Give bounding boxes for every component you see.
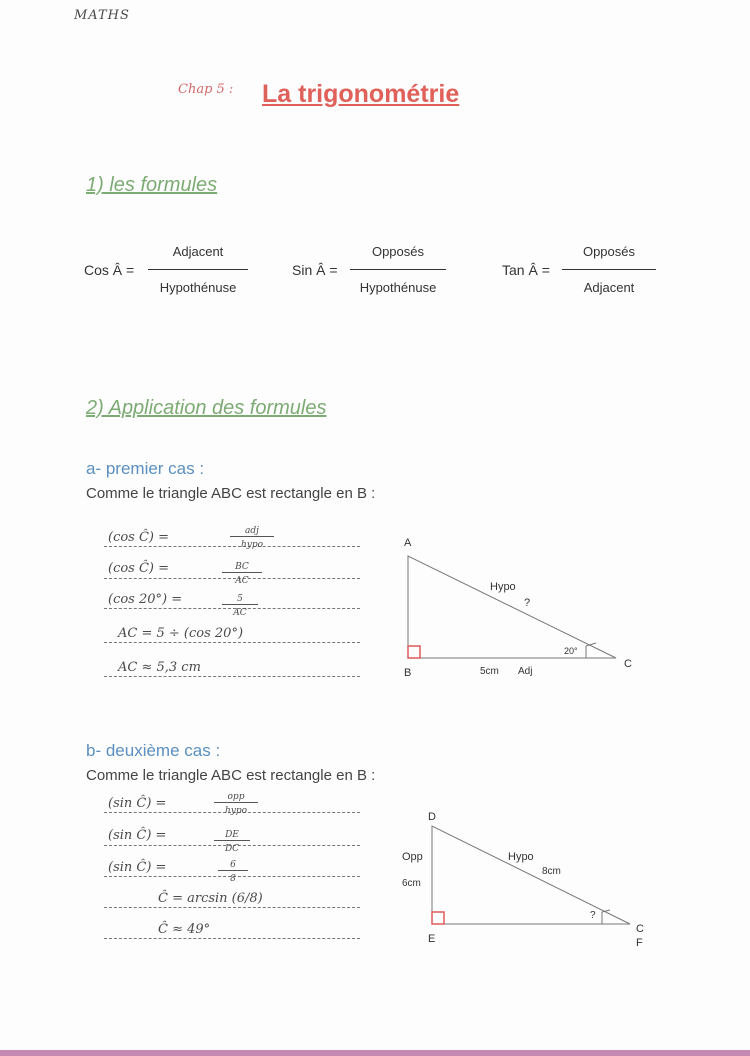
vertex-c-label: C (636, 923, 644, 935)
triangle-dec (432, 826, 630, 924)
chapter-title: La trigonométrie (262, 80, 460, 108)
section-1-title: 1) les formules (86, 174, 218, 196)
case-a-frac-3-den: AC (233, 608, 247, 618)
formula-sin-denominator: Hypothénuse (359, 280, 437, 295)
hypotenuse-label: Hypo (490, 581, 516, 593)
page-bottom-edge (0, 1050, 750, 1056)
case-a-frac-1-num: adj (230, 526, 274, 537)
case-b-line-1: (sin Ĉ) = (108, 796, 167, 811)
case-b-frac-3-den: 8 (230, 874, 236, 884)
angle-c-unknown: ? (590, 910, 596, 921)
case-b-frac-3-num: 6 (218, 860, 248, 871)
case-a-line-5: AC ≈ 5,3 cm (118, 660, 201, 675)
case-b-intro: Comme le triangle ABC est rectangle en B : (86, 767, 376, 784)
formula-tan-denominator: Adjacent (583, 280, 635, 295)
triangle-dec-diagram (396, 806, 660, 954)
opposite-label: Opp (402, 851, 423, 863)
formula-cos-numerator: Adjacent (172, 244, 224, 259)
vertex-c-label: C (624, 658, 632, 670)
opposite-length: 6cm (402, 878, 421, 889)
triangle-abc (408, 556, 616, 658)
section-2-title: 2) Application des formules (86, 397, 327, 419)
vertex-f-label: F (636, 937, 643, 949)
formula-sin-bar (350, 269, 446, 270)
case-a-frac-2-den: AC (235, 576, 249, 586)
case-a-frac-3-num: 5 (222, 594, 258, 605)
hypotenuse-length: 8cm (542, 866, 561, 877)
rule-line (104, 642, 360, 643)
case-b-line-2: (sin Ĉ) = (108, 828, 167, 843)
case-a-frac-1-den: hypo (240, 540, 264, 550)
case-a-line-4: AC = 5 ÷ (cos 20°) (118, 626, 244, 641)
subject-label: MATHS (74, 8, 130, 23)
case-a-line-1: (cos Ĉ) = (108, 530, 170, 545)
right-angle-marker (432, 912, 444, 924)
formula-cos-bar (148, 269, 248, 270)
triangle-abc-diagram (390, 530, 650, 680)
formula-cos-denominator: Hypothénuse (159, 280, 237, 295)
case-b-line-4: Ĉ = arcsin (6/8) (158, 891, 263, 906)
case-a-intro: Comme le triangle ABC est rectangle en B : (86, 485, 376, 502)
chapter-prefix: Chap 5 : (178, 82, 234, 97)
rule-line (104, 907, 360, 908)
case-b-line-5: Ĉ ≈ 49° (158, 922, 211, 937)
case-b-frac-1-den: hypo (224, 806, 248, 816)
case-b-frac-2-num: DE (214, 830, 250, 841)
formula-tan-numerator: Opposés (582, 244, 636, 259)
vertex-a-label: A (404, 537, 412, 549)
case-b-title: b- deuxième cas : (86, 741, 221, 760)
case-a-line-3: (cos 20°) = (108, 592, 183, 607)
adjacent-length: 5cm (480, 666, 499, 677)
case-a-title: a- premier cas : (86, 459, 205, 478)
case-a-frac-2-num: BC (222, 562, 262, 573)
case-b-line-3: (sin Ĉ) = (108, 860, 167, 875)
angle-c-value: 20° (564, 646, 578, 656)
right-angle-marker (408, 646, 420, 658)
formula-sin-numerator: Opposés (371, 244, 425, 259)
rule-line (104, 938, 360, 939)
rule-line (104, 676, 360, 677)
formula-tan-label: Tan Â = (502, 262, 550, 278)
formula-sin-label: Sin Â = (292, 262, 338, 278)
vertex-b-label: B (404, 667, 412, 679)
case-b-frac-2-den: DC (224, 844, 240, 854)
case-b-frac-1-num: opp (214, 792, 258, 803)
vertex-d-label: D (428, 811, 436, 823)
case-a-line-2: (cos Ĉ) = (108, 561, 170, 576)
formula-tan-bar (562, 269, 656, 270)
hypotenuse-unknown: ? (524, 597, 531, 609)
adjacent-label: Adj (518, 666, 533, 677)
vertex-e-label: E (428, 933, 436, 945)
formula-cos-label: Cos Â = (84, 262, 135, 278)
hypotenuse-label: Hypo (508, 851, 534, 863)
